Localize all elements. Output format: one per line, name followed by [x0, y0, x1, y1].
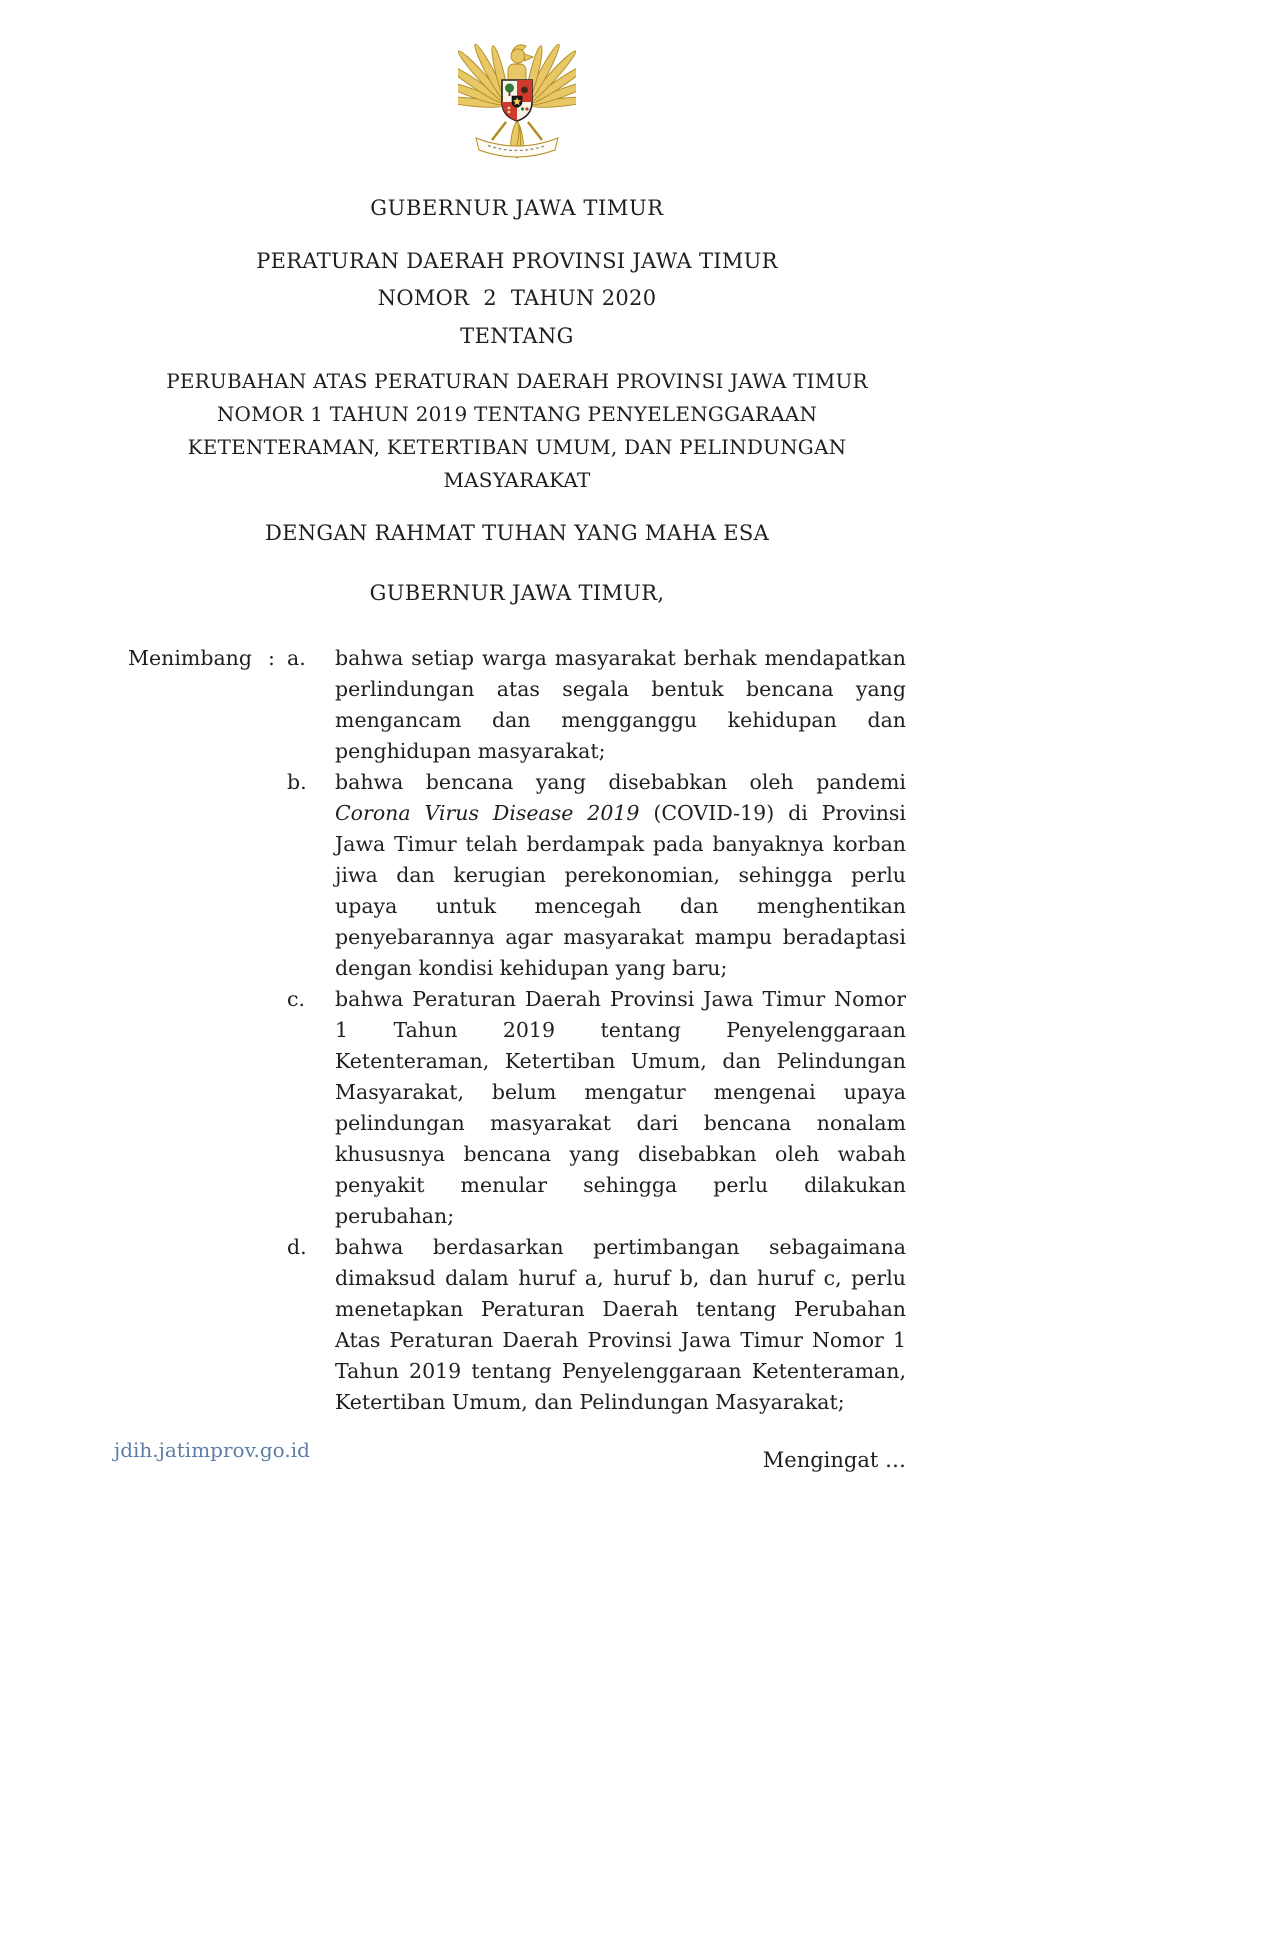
menimbang-item-d: [128, 1232, 906, 1418]
document-content: [128, 0, 906, 1472]
item-letter-b: b.: [287, 770, 307, 794]
emblem-container: [128, 0, 906, 164]
garuda-pancasila-emblem: [458, 22, 576, 164]
item-letter-d: d.: [287, 1235, 307, 1259]
subject-heading: PERUBAHAN ATAS PERATURAN DAERAH PROVINSI JAWA TIMUR NOMOR 1 TAHUN 2019 TENTANG PENYELENGGARAAN KETENTERAMAN, KETERTIBAN UMUM, DAN PELINDUNGAN MASYARAKAT: [166, 369, 868, 492]
footer-jdih-link[interactable]: jdih.jatimprov.go.id: [114, 1438, 310, 1462]
item-text-b: [335, 767, 906, 984]
page-title: GUBERNUR JAWA TIMUR: [370, 196, 664, 220]
authority-line: GUBERNUR JAWA TIMUR,: [369, 581, 665, 605]
invocation-line: DENGAN RAHMAT TUHAN YANG MAHA ESA: [264, 521, 770, 545]
menimbang-item-b: [128, 767, 906, 984]
pancasila-shield: [502, 80, 532, 121]
item-text-d: bahwa berdasarkan pertimbangan sebagaimana dimaksud dalam huruf a, huruf b, dan huruf c, perlu menetapkan Peraturan Daerah tentang Perubahan Atas Peraturan Daerah Provinsi Jawa Timur Nomor 1 Tahun 2019 tentang Penyelenggaraan Ketenteraman, Ketertiban Umum, dan Pelindungan Masyarakat;: [335, 1235, 906, 1414]
menimbang-label: Menimbang: [128, 646, 252, 670]
item-letter-c: c.: [287, 987, 305, 1011]
menimbang-colon: :: [268, 646, 275, 670]
menimbang-item-a: [128, 643, 906, 767]
regulation-line1: PERATURAN DAERAH PROVINSI JAWA TIMUR: [256, 249, 778, 273]
item-text-a: bahwa setiap warga masyarakat berhak mendapatkan perlindungan atas segala bentuk bencana yang mengancam dan mengganggu kehidupan dan penghidupan masyarakat;: [335, 646, 906, 763]
item-text-b-post: (COVID-19) di Provinsi Jawa Timur telah berdampak pada banyaknya korban jiwa dan kerugian perekonomian, sehingga perlu upaya untuk mencegah dan menghentikan penyebarannya agar masyarakat mampu beradaptasi dengan kondisi kehidupan yang baru;: [335, 801, 906, 980]
menimbang-item-c: [128, 984, 906, 1232]
item-text-b-italic: Corona Virus Disease 2019: [335, 801, 640, 825]
menimbang-section: [128, 643, 906, 1418]
regulation-line2: NOMOR 2 TAHUN 2020: [377, 286, 657, 310]
regulation-heading: [128, 243, 906, 317]
tentang-heading: TENTANG: [460, 324, 574, 348]
item-text-b-pre: bahwa bencana yang disebabkan oleh pandemi: [335, 770, 906, 794]
item-letter-a: a.: [287, 646, 306, 670]
item-text-c: bahwa Peraturan Daerah Provinsi Jawa Timur Nomor 1 Tahun 2019 tentang Penyelenggaraan Ketenteraman, Ketertiban Umum, dan Pelindungan Masyarakat, belum mengatur mengenai upaya pelindungan masyarakat dari bencana nonalam khususnya bencana yang disebabkan oleh wabah penyakit menular sehingga perlu dilakukan perubahan;: [335, 987, 906, 1228]
catchword-mengingat: Mengingat …: [762, 1448, 906, 1472]
